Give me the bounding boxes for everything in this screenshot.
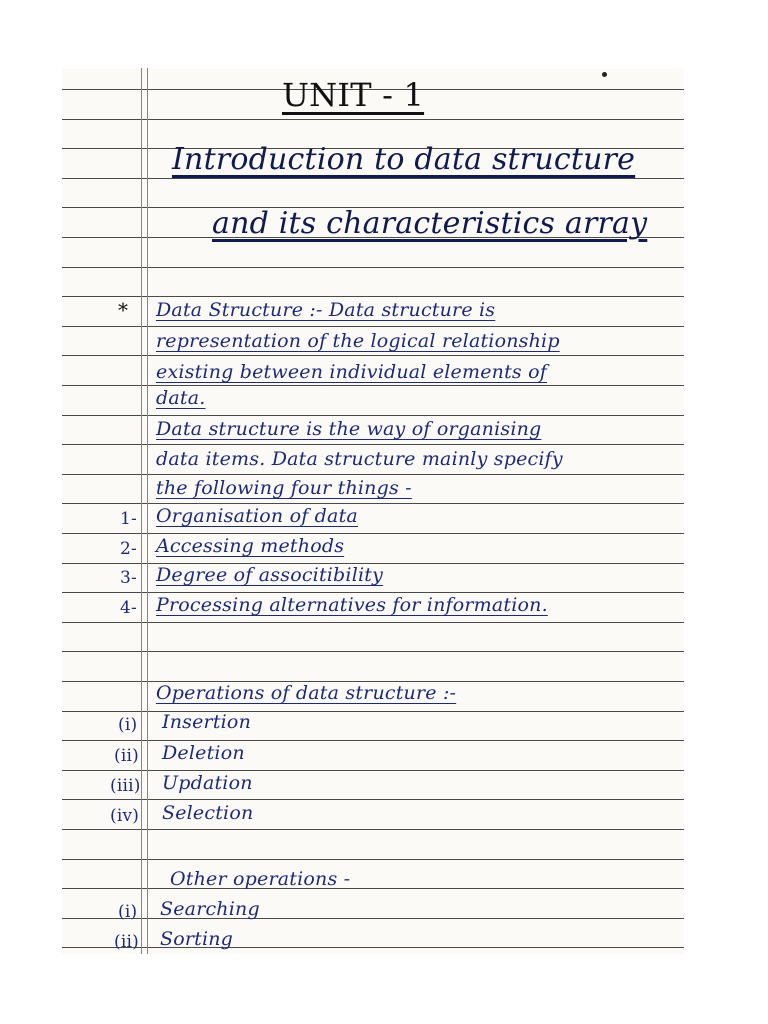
- definition-line: data.: [156, 387, 206, 409]
- definition-line: representation of the logical relationship: [156, 330, 560, 352]
- definition-line: Data Structure :- Data structure is: [156, 299, 496, 321]
- ruled-line: [62, 859, 684, 860]
- list-marker: (iii): [110, 776, 141, 796]
- list-marker: 1-: [120, 509, 137, 529]
- ink-dot: [602, 72, 607, 77]
- list-marker: (ii): [114, 932, 139, 952]
- ruled-line: [62, 592, 684, 593]
- ruled-line: [62, 770, 684, 771]
- ruled-line: [62, 622, 684, 623]
- notebook-page: [62, 68, 684, 954]
- list-item: Processing alternatives for information.: [156, 594, 548, 616]
- ruled-line: [62, 326, 684, 327]
- ruled-line: [62, 415, 684, 416]
- definition-line: existing between individual elements of: [156, 361, 547, 383]
- list-item: Degree of associtibility: [156, 564, 384, 586]
- ruled-line: [62, 119, 684, 120]
- chapter-title-line2: and its characteristics array: [212, 206, 648, 241]
- list-marker: 2-: [120, 539, 137, 559]
- margin-line-right: [147, 68, 148, 954]
- list-item: Accessing methods: [156, 535, 345, 557]
- list-marker: (iv): [110, 806, 140, 826]
- margin-line-left: [141, 68, 142, 954]
- list-marker: (ii): [114, 746, 139, 766]
- ruled-line: [62, 474, 684, 475]
- ruled-line: [62, 533, 684, 534]
- list-item: Sorting: [160, 928, 234, 950]
- bullet-star: *: [118, 298, 129, 322]
- ruled-line: [62, 355, 684, 356]
- other-operations-heading: Other operations -: [170, 868, 351, 890]
- definition-line: Data structure is the way of organising: [156, 418, 542, 440]
- ruled-line: [62, 740, 684, 741]
- list-item: Selection: [162, 802, 254, 824]
- list-item: Updation: [162, 772, 253, 794]
- chapter-title-line1: Introduction to data structure: [172, 142, 636, 177]
- ruled-line: [62, 503, 684, 504]
- ruled-line: [62, 947, 684, 948]
- definition-line: the following four things -: [156, 477, 412, 499]
- list-item: Searching: [160, 898, 260, 920]
- ruled-line: [62, 267, 684, 268]
- list-item: Insertion: [162, 711, 252, 733]
- ruled-line: [62, 296, 684, 297]
- definition-line: data items. Data structure mainly specify: [156, 448, 563, 470]
- list-marker: 4-: [120, 598, 137, 618]
- ruled-line: [62, 444, 684, 445]
- list-marker: (i): [118, 715, 138, 735]
- list-item: Organisation of data: [156, 505, 358, 527]
- ruled-line: [62, 918, 684, 919]
- ruled-line: [62, 799, 684, 800]
- list-item: Deletion: [162, 742, 245, 764]
- ruled-line: [62, 829, 684, 830]
- list-marker: (i): [118, 902, 138, 922]
- ruled-line: [62, 385, 684, 386]
- ruled-line: [62, 651, 684, 652]
- operations-heading: Operations of data structure :-: [156, 682, 457, 704]
- list-marker: 3-: [120, 568, 137, 588]
- ruled-line: [62, 178, 684, 179]
- unit-heading: UNIT - 1: [282, 76, 425, 114]
- ruled-line: [62, 711, 684, 712]
- ruled-line: [62, 888, 684, 889]
